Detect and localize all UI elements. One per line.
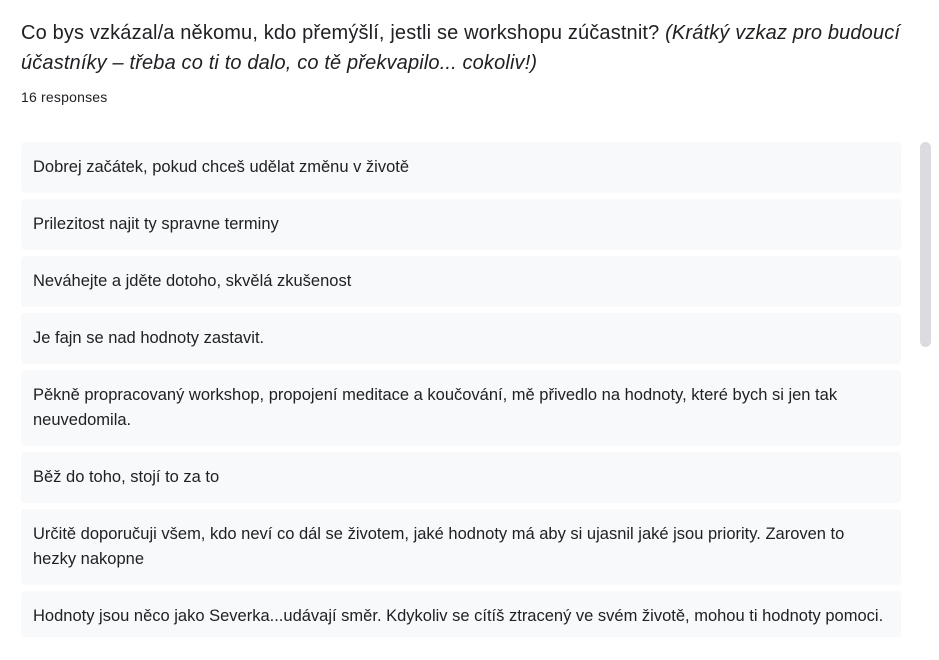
response-item: Určitě doporučuji všem, kdo neví co dál se životem, jaké hodnoty má aby si ujasnil jaké jsou priority. Zaroven to hezky nakopne bbox=[21, 509, 901, 585]
response-item: Běž do toho, stojí to za to bbox=[21, 452, 901, 503]
response-item: Neváhejte a jděte dotoho, skvělá zkušenost bbox=[21, 256, 901, 307]
response-list[interactable] bbox=[21, 142, 901, 637]
response-item: Prilezitost najit ty spravne terminy bbox=[21, 199, 901, 250]
response-list-scrollbar[interactable] bbox=[920, 142, 931, 637]
question-title bbox=[21, 18, 911, 78]
scrollbar-thumb[interactable] bbox=[920, 142, 931, 347]
question-help-text: (Krátký vzkaz pro budoucí účastníky – třeba co ti to dalo, co tě překvapilo... cokoliv!) bbox=[21, 22, 901, 74]
question-text: Co bys vzkázal/a někomu, kdo přemýšlí, jestli se workshopu zúčastnit? bbox=[21, 22, 660, 44]
response-item: Dobrej začátek, pokud chceš udělat změnu v životě bbox=[21, 142, 901, 193]
response-item: Pěkně propracovaný workshop, propojení meditace a koučování, mě přivedlo na hodnoty, které bych si jen tak neuvedomila. bbox=[21, 370, 901, 446]
response-count: 16 responses bbox=[21, 89, 108, 105]
response-item: Je fajn se nad hodnoty zastavit. bbox=[21, 313, 901, 364]
response-item: Hodnoty jsou něco jako Severka...udávají směr. Kdykoliv se cítíš ztracený ve svém životě, mohou ti hodnoty pomoci. bbox=[21, 591, 901, 637]
